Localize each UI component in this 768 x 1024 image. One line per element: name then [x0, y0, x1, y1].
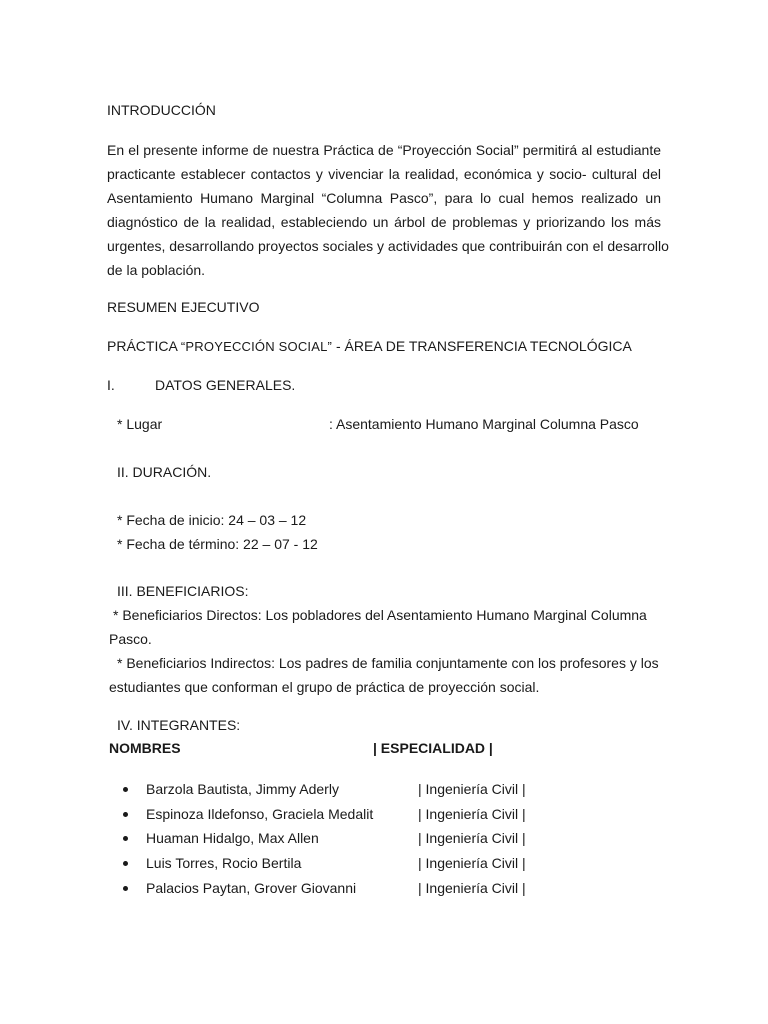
direct-beneficiaries-cont: Pasco. [109, 631, 152, 647]
end-date: * Fecha de término: 22 – 07 - 12 [117, 536, 318, 552]
member-name: Huaman Hidalgo, Max Allen [146, 830, 319, 846]
member-name: Barzola Bautista, Jimmy Aderly [146, 781, 339, 797]
intro-paragraph [107, 138, 669, 282]
place-label: * Lugar [117, 416, 163, 432]
indirect-beneficiaries-cont: estudiantes que conforman el grupo de práctica de proyección social. [109, 679, 540, 695]
members-heading: IV. INTEGRANTES: [117, 717, 241, 733]
duration-heading: II. DURACIÓN. [117, 464, 212, 480]
place-value: : Asentamiento Humano Marginal Columna Pasco [329, 416, 639, 432]
intro-line: Asentamiento Humano Marginal “Columna Pasco”, para lo cual hemos realizado un [107, 190, 661, 206]
general-heading: DATOS GENERALES. [155, 377, 296, 393]
start-date: * Fecha de inicio: 24 – 03 – 12 [117, 512, 307, 528]
intro-line: de la población. [107, 262, 206, 278]
general-numeral: I. [107, 377, 115, 393]
practice-prefix: PRÁCTICA [107, 338, 181, 354]
bullet-icon [123, 861, 128, 866]
member-name: Palacios Paytan, Grover Giovanni [146, 880, 357, 896]
member-specialty: | Ingeniería Civil | [418, 855, 526, 871]
bullet-icon [123, 812, 128, 817]
member-specialty: | Ingeniería Civil | [418, 830, 526, 846]
direct-beneficiaries: * Beneficiarios Directos: Los pobladores del Asentamiento Humano Marginal Columna [113, 607, 647, 623]
member-name: Luis Torres, Rocio Bertila [146, 855, 302, 871]
member-specialty: | Ingeniería Civil | [418, 781, 526, 797]
intro-line: practicante establecer contactos y vivenciar la realidad, económica y socio- cultural del [107, 166, 661, 182]
practice-quoted: “PROYECCIÓN SOCIAL” [180, 339, 333, 354]
intro-line: urgentes, desarrollando proyectos sociales y actividades que contribuirán con el desarrollo [107, 238, 669, 254]
member-specialty: | Ingeniería Civil | [418, 880, 526, 896]
bullet-icon [123, 886, 128, 891]
beneficiaries-heading: III. BENEFICIARIOS: [117, 583, 249, 599]
indirect-beneficiaries: * Beneficiarios Indirectos: Los padres de familia conjuntamente con los profesores y los [117, 655, 659, 671]
member-specialty: | Ingeniería Civil | [418, 806, 526, 822]
summary-heading: RESUMEN EJECUTIVO [107, 299, 260, 315]
names-column-header: NOMBRES [109, 740, 181, 756]
intro-line: diagnóstico de la realidad, estableciendo un árbol de problemas y priorizando los más [107, 214, 661, 230]
member-name: Espinoza Ildefonso, Graciela Medalit [146, 806, 374, 822]
bullet-icon [123, 836, 128, 841]
bullet-icon [123, 787, 128, 792]
intro-heading: INTRODUCCIÓN [107, 102, 216, 118]
practice-suffix: - ÁREA DE TRANSFERENCIA TECNOLÓGICA [332, 338, 632, 354]
specialty-column-header: | ESPECIALIDAD | [373, 740, 493, 756]
intro-line: En el presente informe de nuestra Práctica de “Proyección Social” permitirá al estudiante [107, 142, 661, 158]
practice-title [107, 338, 632, 354]
